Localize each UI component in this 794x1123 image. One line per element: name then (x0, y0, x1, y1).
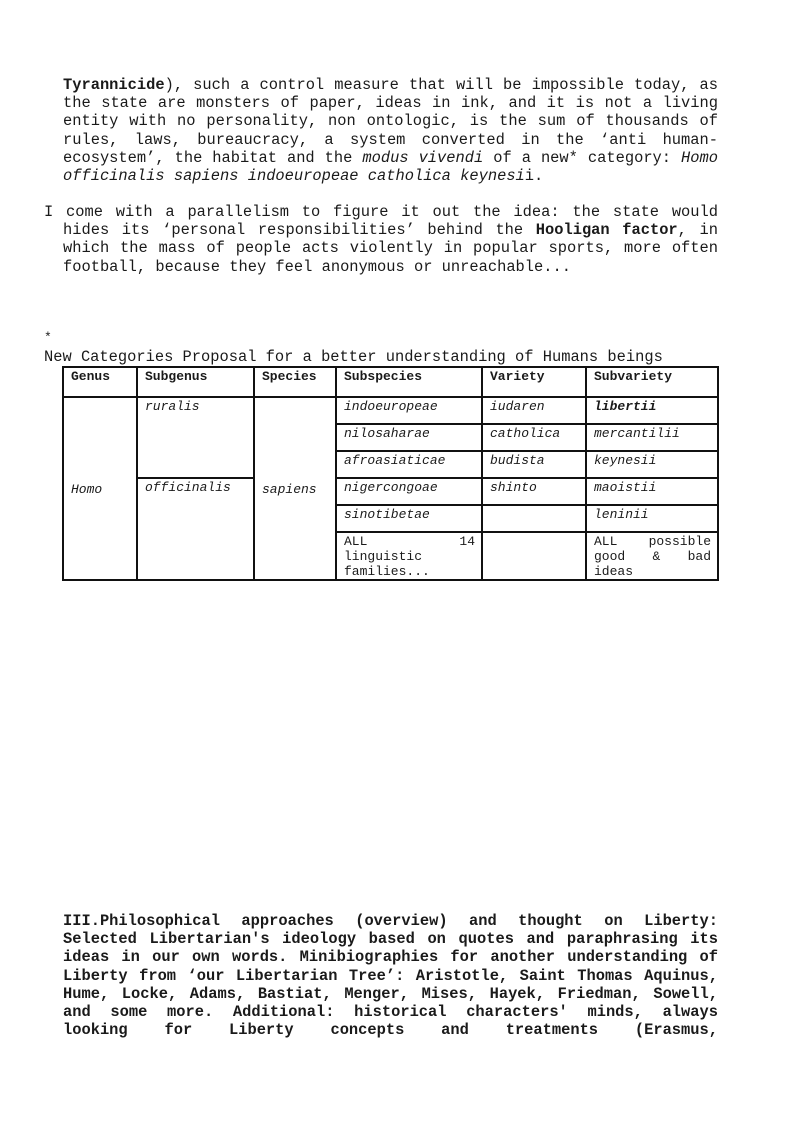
subvariety-value: maoistii (594, 480, 657, 495)
subgenus-value: officinalis (145, 480, 231, 495)
header-subgenus: Subgenus (137, 367, 254, 397)
paragraph-text: ), such a control measure that will be impossible today, as the state are monsters of paper, ideas in ink, and it is not a living entity with no personality, non ontologic, is the sum of thousands of rules, laws, bureaucracy, a system converted in the ‘anti human-ecosystem’, the habitat and the (63, 76, 718, 167)
table-row (63, 397, 718, 424)
term-tyrannicide: Tyrannicide (63, 76, 165, 94)
cell-subvariety (586, 478, 718, 505)
cell-subgenus-2 (137, 478, 254, 580)
table-row (63, 478, 718, 505)
subvariety-value: libertii (594, 399, 657, 414)
subspecies-value: sinotibetae (344, 507, 430, 522)
header-variety: Variety (482, 367, 586, 397)
paragraph-text: i. (524, 167, 544, 186)
cell-subspecies: ALL 14 linguistic families... (336, 532, 482, 580)
variety-value: budista (490, 453, 545, 468)
cell-subvariety (586, 505, 718, 532)
paragraph-text: of a new* category: (483, 148, 682, 167)
variety-value: iudaren (490, 399, 545, 414)
cell-variety (482, 451, 586, 478)
cell-subspecies (336, 505, 482, 532)
subvariety-value: mercantilii (594, 426, 680, 441)
section-three-heading: III.Philosophical approaches (overview) and thought on Liberty: Selected Libertarian's ideology based on quotes and paraphrasing its ideas in our own words. Minibiographies for another understanding of Liberty from ‘our Libertarian Tree’: Aristotle, Saint Thomas Aquinus, Hume, Locke, Adams, Bastiat, Menger, Mises, Hayek, Friedman, Sowell, and some more. Additional: historical characters' minds, always looking for Liberty concepts and treatments (Erasmus, (63, 912, 718, 1040)
header-genus: Genus (63, 367, 137, 397)
term-modus-vivendi: modus vivendi (362, 148, 484, 167)
cell-variety (482, 397, 586, 424)
genus-value: Homo (71, 481, 103, 497)
term-species-name: Homo officinalis sapiens indoeuropeae catholica keynesi (63, 148, 718, 186)
cell-species (254, 397, 336, 580)
paragraph-tyrannicide (63, 76, 718, 185)
variety-value: shinto (490, 480, 537, 495)
cell-subspecies (336, 397, 482, 424)
cell-subvariety (586, 397, 718, 424)
header-species: Species (254, 367, 336, 397)
footnote-mark: * (44, 330, 52, 345)
species-value: sapiens (262, 481, 317, 497)
table-caption: New Categories Proposal for a better understanding of Humans beings (44, 348, 663, 366)
subspecies-value: afroasiaticae (344, 453, 446, 468)
table-header-row (63, 367, 718, 397)
paragraph-text: , in which the mass of people acts violently in popular sports, more often football, because they feel anonymous or unreachable... (63, 221, 718, 276)
paragraph-hooligan (44, 203, 718, 276)
subvariety-value: keynesii (594, 453, 657, 468)
cell-variety (482, 532, 586, 580)
subspecies-value: nilosaharae (344, 426, 430, 441)
variety-value: catholica (490, 426, 561, 441)
subvariety-value: leninii (594, 507, 649, 522)
header-subspecies: Subspecies (336, 367, 482, 397)
cell-subspecies (336, 478, 482, 505)
cell-subvariety: ALL possible good & bad ideas (586, 532, 718, 580)
cell-subspecies (336, 424, 482, 451)
cell-variety (482, 424, 586, 451)
subgenus-value: ruralis (145, 399, 200, 414)
subspecies-value: indoeuropeae (344, 399, 438, 414)
cell-genus (63, 397, 137, 580)
paragraph-text: I come with a parallelism to figure it out the idea: the state would hides its ‘personal responsibilities’ behind the (44, 203, 718, 240)
cell-subvariety (586, 451, 718, 478)
cell-subgenus-1 (137, 397, 254, 478)
cell-variety (482, 478, 586, 505)
cell-subvariety (586, 424, 718, 451)
term-hooligan-factor: Hooligan factor (535, 221, 678, 240)
categories-table (62, 366, 719, 581)
cell-subspecies (336, 451, 482, 478)
subspecies-value: nigercongoae (344, 480, 438, 495)
cell-variety (482, 505, 586, 532)
header-subvariety: Subvariety (586, 367, 718, 397)
